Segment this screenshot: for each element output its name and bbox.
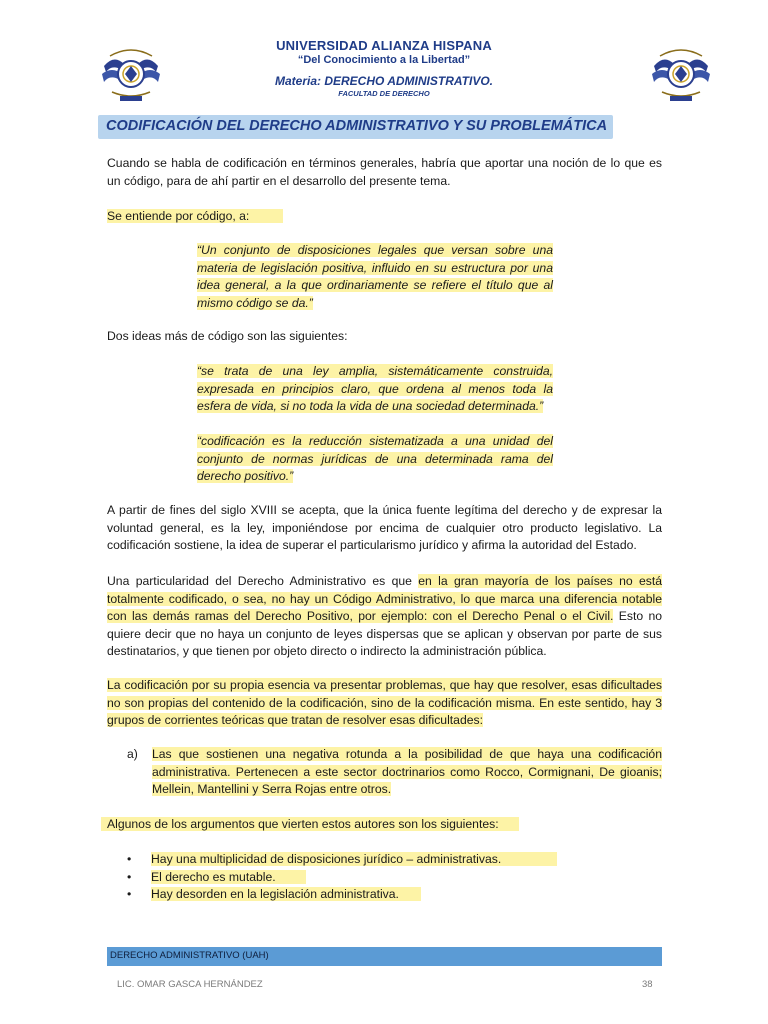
bullet-text: El derecho es mutable.	[151, 870, 306, 884]
particularity-post: Esto no quiere decir que no haya un conjunto de leyes dispersas que se aplican y observan por parte de sus destinatarios, y que tienen por objeto directo o indirecto la administración pública.	[107, 609, 663, 659]
quote-3	[197, 433, 553, 486]
bullet-icon: •	[127, 887, 132, 902]
arguments-lead-text: Algunos de los argumentos que vierten estos autores son los siguientes:	[101, 817, 519, 831]
arguments-lead	[107, 816, 662, 834]
quote-3-text: “codificación es la reducción sistematizada a una unidad del conjunto de normas jurídicas de una determinada rama del derecho positivo.”	[197, 434, 553, 484]
quote-1	[197, 242, 553, 312]
particularity-pre: Una particularidad del Derecho Administrativo es que	[107, 574, 419, 588]
quote-2-text: “se trata de una ley amplia, sistemáticamente construida, expresada en principios claro, que ordena al menos toda la esfera de vida, si no toda la vida de una sociedad determinada.”	[197, 364, 553, 414]
particularity-paragraph	[107, 573, 662, 661]
quote-1-text: “Un conjunto de disposiciones legales que versan sobre una materia de legislación positiva, influido en su estructura por una idea general, a la que ordinariamente se refiere el título que al mismo código se da.”	[197, 243, 553, 310]
eighteenth-century-paragraph: A partir de fines del siglo XVIII se acepta, que la única fuente legítima del derecho y de expresar la voluntad general, es la ley, imponiéndose por encima de cualquier otro producto legislativo. La codificación sostiene, la idea de superar el particularismo jurídico y afirma la autoridad del Estado.	[107, 503, 662, 553]
list-item-a-marker: a)	[127, 747, 138, 761]
list-item-a-text: Las que sostienen una negativa rotunda a la posibilidad de que haya una codificación administrativa. Pertenecen a este sector doctrinarios como Rocco, Cormignani, De gioanis; Mellein, Mantellini y Serra Rojas entre otros.	[152, 747, 662, 797]
subject-label: Materia: DERECHO ADMINISTRATIVO.	[274, 74, 493, 88]
problems-paragraph	[107, 677, 662, 730]
bullet-text: Hay una multiplicidad de disposiciones jurídico – administrativas.	[151, 852, 557, 866]
list-item-a	[127, 746, 662, 799]
particularity-highlight: en la gran mayoría de los países no está totalmente codificado, o sea, no hay un Código Administrativo, lo que marca una diferencia notable con las demás ramas del Derecho Positivo, por ejemplo: con el Derecho Penal o el Civil.	[107, 574, 663, 624]
quote-2	[197, 363, 553, 416]
definition-lead	[107, 208, 662, 226]
footer-course-label: DERECHO ADMINISTRATIVO (UAH)	[110, 950, 269, 961]
bullet-text: Hay desorden en la legislación administrativa.	[151, 887, 421, 901]
intro-paragraph: Cuando se habla de codificación en términos generales, habría que aportar una noción de lo que es un código, para de ahí partir en el desarrollo del presente tema.	[107, 156, 662, 188]
page-title: CODIFICACIÓN DEL DERECHO ADMINISTRATIVO Y SU PROBLEMÁTICA	[106, 118, 608, 134]
university-name: UNIVERSIDAD ALIANZA HISPANA	[276, 38, 492, 53]
university-motto: “Del Conocimiento a la Libertad”	[297, 54, 471, 66]
two-ideas-paragraph: Dos ideas más de código son las siguientes:	[107, 329, 348, 343]
bullet-icon: •	[127, 869, 132, 884]
faculty-label: FACULTAD DE DERECHO	[338, 89, 430, 98]
problems-text: La codificación por su propia esencia va presentar problemas, que hay que resolver, esas dificultades no son propias del contenido de la codificación, sino de la codificación misma. En este sentido, hay 3 grupos de corrientes teóricas que tratan de resolver esas dificultades:	[107, 678, 662, 728]
page-number: 38	[642, 979, 653, 990]
bullet-icon: •	[127, 852, 132, 866]
footer-author: LIC. OMAR GASCA HERNÁNDEZ	[117, 979, 263, 990]
definition-lead-text: Se entiende por código, a:	[107, 209, 283, 223]
